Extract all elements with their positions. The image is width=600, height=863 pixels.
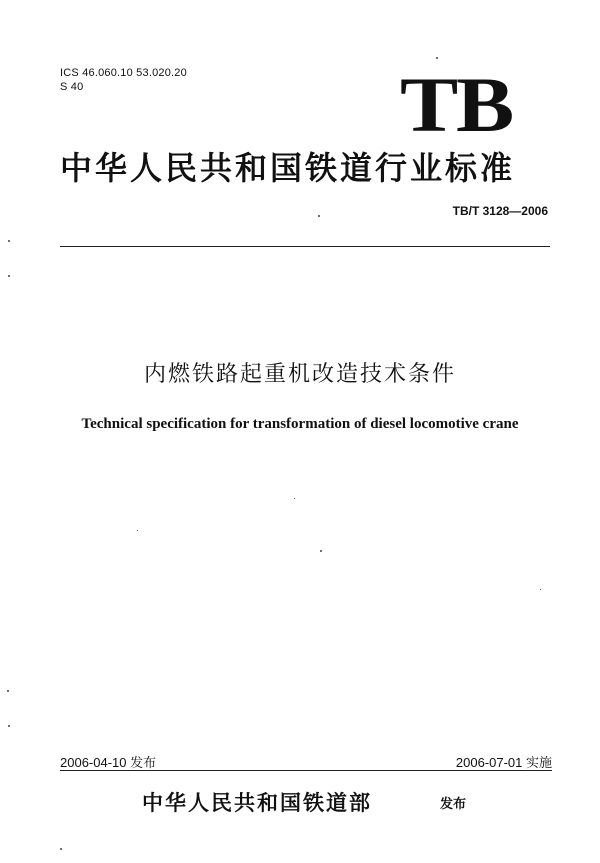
scan-speck: [7, 690, 9, 692]
standard-category-title: 中华人民共和国铁道行业标准: [60, 149, 516, 187]
scan-speck: [436, 57, 438, 59]
classification-codes: [60, 66, 187, 94]
scan-speck: [540, 589, 541, 590]
publisher-name: 中华人民共和国铁道部: [142, 791, 372, 815]
header-divider: [60, 246, 550, 247]
ics-code: ICS 46.060.10 53.020.20: [60, 67, 187, 79]
issue-date: 2006-04-10 发布: [60, 755, 157, 770]
scan-speck: [60, 848, 62, 850]
implementation-date: 2006-07-01 实施: [455, 755, 552, 770]
scan-speck: [8, 725, 10, 727]
document-title-cn: 内燃铁路起重机改造技术条件: [143, 362, 456, 387]
scan-speck: [8, 240, 10, 242]
scan-speck: [318, 215, 320, 217]
ccs-code: S 40: [60, 81, 84, 93]
scan-speck: [137, 530, 138, 531]
scan-speck: [320, 550, 322, 552]
scan-speck: [8, 275, 10, 277]
standard-number: TB/T 3128—2006: [452, 204, 548, 218]
tb-logo: TB: [400, 61, 513, 148]
scan-speck: [294, 498, 295, 499]
footer-divider: [60, 770, 552, 771]
document-title-en: Technical specification for transformation of diesel locomotive crane: [81, 416, 519, 432]
publish-label: 发布: [440, 797, 467, 812]
